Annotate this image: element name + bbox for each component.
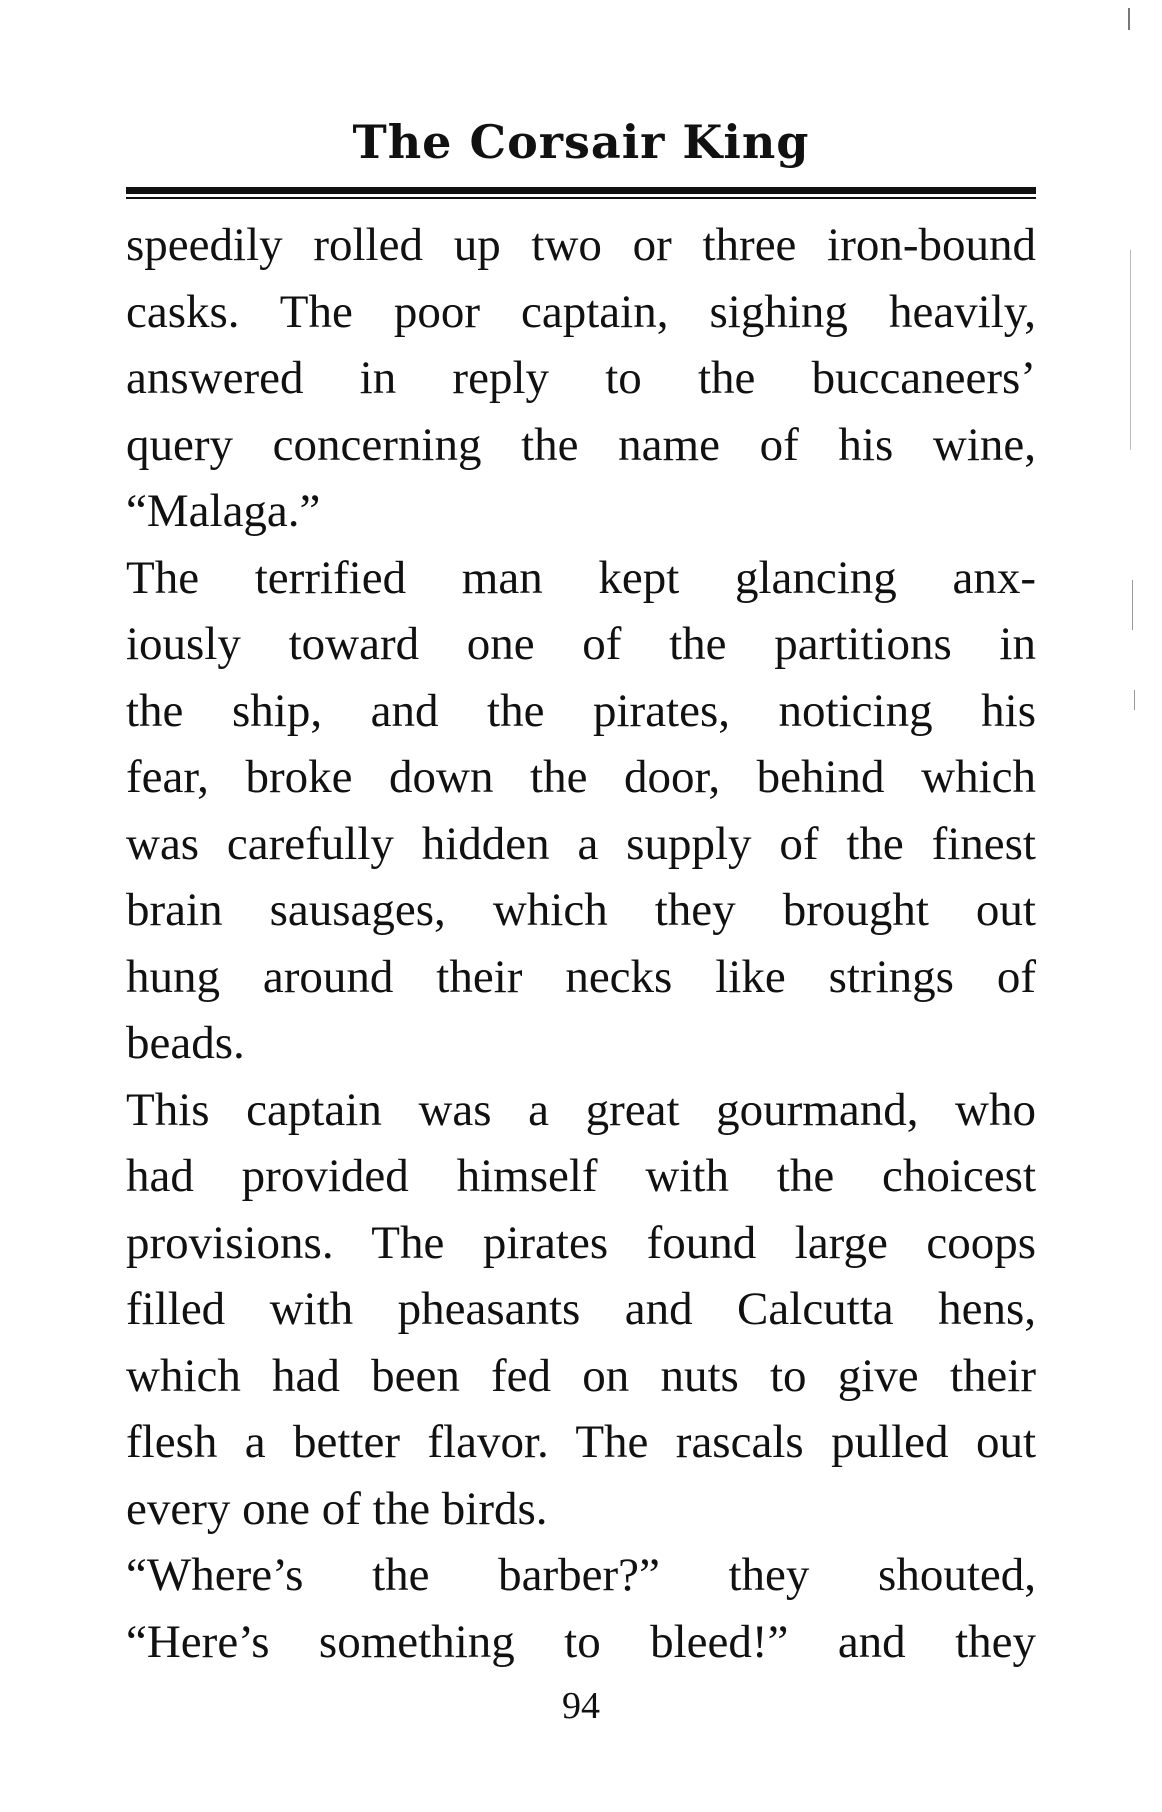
scan-edge-mark [1132, 580, 1133, 630]
text-line: the ship, and the pirates, noticing his [126, 684, 1036, 737]
scan-edge-mark [1128, 8, 1130, 30]
text-line: flesh a better flavor. The rascals pulled out [126, 1416, 1036, 1468]
text-line: casks. The poor captain, sighing heavily, [126, 285, 1036, 338]
scan-edge-mark [1134, 690, 1135, 710]
body-text [126, 212, 1036, 1675]
text-line: answered in reply to the buccaneers’ [126, 352, 1036, 404]
text-line: The terrified man kept glancing anx- [126, 551, 1036, 604]
scan-edge-mark [1130, 250, 1131, 450]
text-line: fear, broke down the door, behind which [126, 751, 1036, 803]
text-line: which had been fed on nuts to give their [126, 1349, 1036, 1402]
text-line: beads. [126, 1017, 245, 1069]
text-line: provisions. The pirates found large coops [126, 1216, 1036, 1269]
text-line: every one of the birds. [126, 1482, 548, 1535]
text-line: was carefully hidden a supply of the finest [126, 817, 1036, 870]
text-line: filled with pheasants and Calcutta hens, [126, 1283, 1036, 1335]
text-line: speedily rolled up two or three iron-bound [126, 219, 1036, 271]
header-rule-thick [126, 187, 1036, 194]
text-line: iously toward one of the partitions in [126, 618, 1036, 670]
text-line: hung around their necks like strings of [126, 950, 1036, 1003]
text-line: brain sausages, which they brought out [126, 884, 1036, 936]
text-line: “Malaga.” [126, 485, 321, 537]
header-rule-thin [126, 197, 1036, 199]
text-line: “Here’s something to bleed!” and they [126, 1615, 1036, 1668]
running-head-title: The Corsair King [352, 115, 810, 169]
page-number: 94 [562, 1685, 600, 1727]
text-line: “Where’s the barber?” they shouted, [126, 1549, 1036, 1601]
text-line: This captain was a great gourmand, who [126, 1083, 1036, 1136]
text-line: query concerning the name of his wine, [126, 418, 1036, 471]
text-line: had provided himself with the choicest [126, 1150, 1036, 1202]
